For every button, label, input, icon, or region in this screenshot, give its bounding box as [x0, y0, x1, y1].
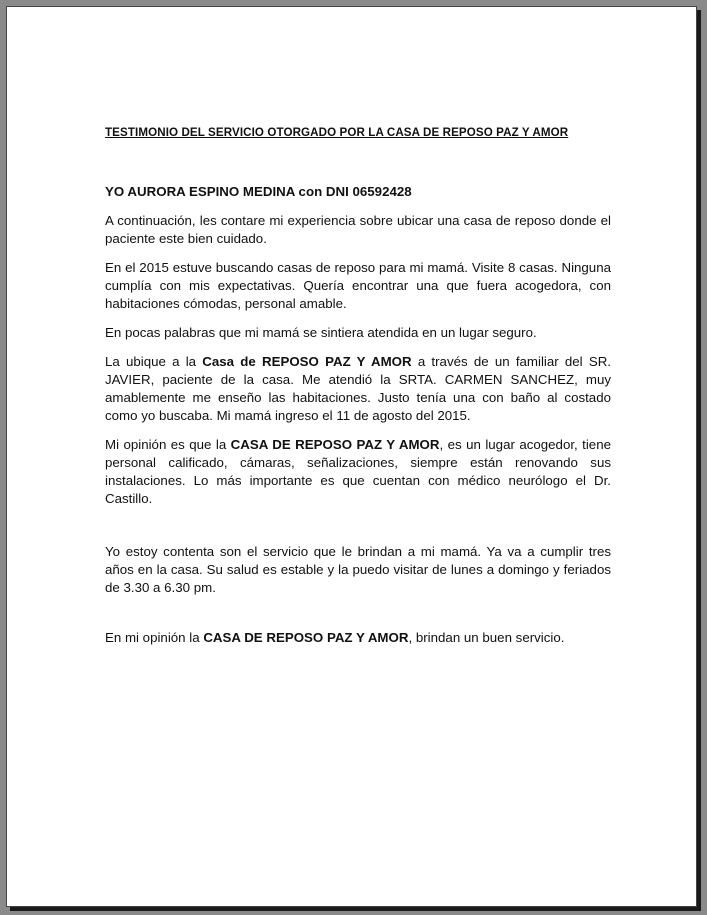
document-body	[105, 124, 611, 647]
paragraph-satisfaction: Yo estoy contenta son el servicio que le brindan a mi mamá. Ya va a cumplir tres años en la casa. Su salud es estable y la puedo visitar de lunes a domingo y feriados de 3.30 a 6.30 pm.	[105, 544, 611, 595]
paragraph-conclusion	[105, 629, 611, 647]
paragraph-summary: En pocas palabras que mi mamá se sintiera atendida en un lugar seguro.	[105, 325, 537, 340]
document-page	[6, 6, 697, 907]
paragraph-discovery-bold: Casa de REPOSO PAZ Y AMOR	[202, 354, 412, 369]
paragraph-search: En el 2015 estuve buscando casas de reposo para mi mamá. Visite 8 casas. Ninguna cumplía con mis expectativas. Quería encontrar una que fuera acogedora, con habitaciones cómodas, personal amable.	[105, 260, 611, 311]
paragraph-opinion-pre: Mi opinión es que la	[105, 437, 231, 452]
paragraph-discovery	[105, 353, 611, 425]
paragraph-opinion-bold: CASA DE REPOSO PAZ Y AMOR	[230, 437, 440, 452]
document-title: TESTIMONIO DEL SERVICIO OTORGADO POR LA CASA DE REPOSO PAZ Y AMOR	[105, 126, 569, 139]
paragraph-discovery-pre: La ubique a la	[105, 354, 203, 369]
paragraph-conclusion-post: , brindan un buen servicio.	[408, 630, 565, 645]
paragraph-opinion	[105, 436, 611, 508]
author-line: YO AURORA ESPINO MEDINA con DNI 06592428	[105, 184, 412, 199]
paragraph-conclusion-pre: En mi opinión la	[105, 630, 204, 645]
paragraph-discovery-post: a través de un familiar del SR. JAVIER, paciente de la casa. Me atendió la SRTA. CARMEN SANCHEZ, muy amablemente me enseño las habitaciones. Justo tenía una con baño al costado como yo buscaba. Mi mamá ingreso el 11 de agosto del 2015.	[105, 354, 611, 423]
paragraph-opinion-post: , es un lugar acogedor, tiene personal calificado, cámaras, señalizaciones, siempre están renovando sus instalaciones. Lo más importante es que cuentan con médico neurólogo el Dr. Castillo.	[105, 437, 611, 506]
paragraph-conclusion-bold: CASA DE REPOSO PAZ Y AMOR	[203, 630, 409, 645]
paragraph-intro: A continuación, les contare mi experiencia sobre ubicar una casa de reposo donde el paciente este bien cuidado.	[105, 213, 611, 246]
